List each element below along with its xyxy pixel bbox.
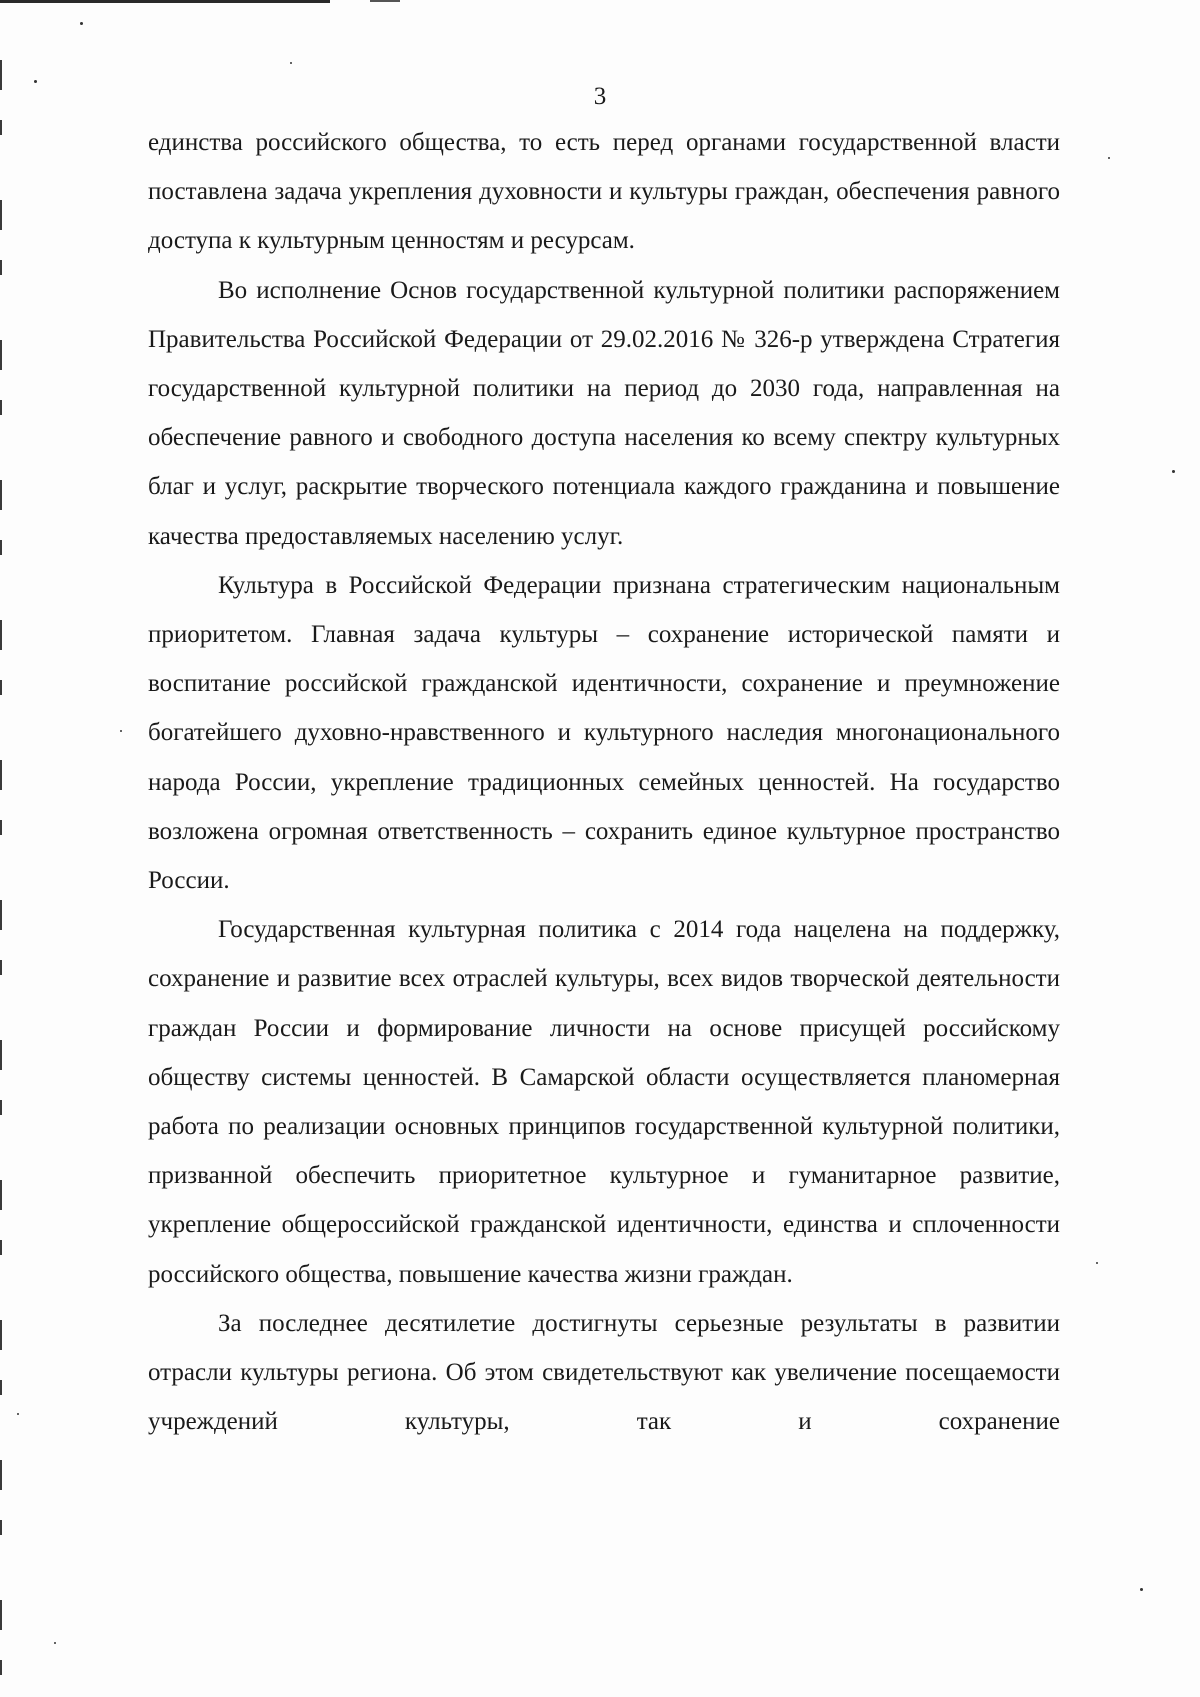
scan-speck bbox=[1108, 157, 1110, 159]
paragraph-1: единства российского общества, то есть перед органами государственной власти поставлена задача укрепления духовности и культуры граждан, обеспечения равного доступа к культурным ценностям и ресурсам. bbox=[148, 129, 1060, 255]
paragraph-3: Культура в Российской Федерации признана стратегическим национальным приоритетом. Главная задача культуры – сохранение исторической памяти и воспитание российской гражданской идентичности, сохранение и преумножение богатейшего духовно-нравственного и культурного наследия многонационального народа России, укрепление традиционных семейных ценностей. На государство возложена огромная ответственность – сохранить единое культурное пространство России. bbox=[148, 571, 1060, 895]
scan-artifact-top-mark bbox=[370, 0, 400, 2]
page-number: 3 bbox=[593, 83, 607, 110]
scan-speck bbox=[1140, 1588, 1143, 1591]
scan-artifact-left-edge bbox=[0, 60, 2, 1690]
paragraph-5: За последнее десятилетие достигнуты серьезные результаты в развитии отрасли культуры региона. Об этом свидетельствуют как увеличение посещаемости учреждений культуры, так и сохранение bbox=[148, 1309, 1060, 1436]
scan-artifact-top-line bbox=[0, 0, 330, 3]
scan-speck bbox=[17, 1413, 19, 1415]
scan-speck bbox=[120, 730, 122, 732]
scan-speck bbox=[1096, 1262, 1098, 1264]
scan-speck bbox=[80, 22, 83, 25]
paragraph-2: Во исполнение Основ государственной культурной политики распоряжением Правительства Российской Федерации от 29.02.2016 № 326-р утверждена Стратегия государственной культурной политики на период до 2030 года, направленная на обеспечение равного и свободного доступа населения ко всему спектру культурных благ и услуг, раскрытие творческого потенциала каждого гражданина и повышение качества предоставляемых населению услуг. bbox=[148, 276, 1060, 550]
scan-speck bbox=[290, 62, 292, 64]
body-text bbox=[148, 118, 1060, 1446]
scan-speck bbox=[1172, 470, 1175, 473]
paragraph-4: Государственная культурная политика с 2014 года нацелена на поддержку, сохранение и развитие всех отраслей культуры, всех видов творческой деятельности граждан России и формирование личности на основе присущей российскому обществу системы ценностей. В Самарской области осуществляется планомерная работа по реализации основных принципов государственной культурной политики, призванной обеспечить приоритетное культурное и гуманитарное развитие, укрепление общероссийской гражданской идентичности, единства и сплоченности российского общества, повышение качества жизни граждан. bbox=[148, 916, 1060, 1288]
scan-speck bbox=[54, 1642, 56, 1644]
